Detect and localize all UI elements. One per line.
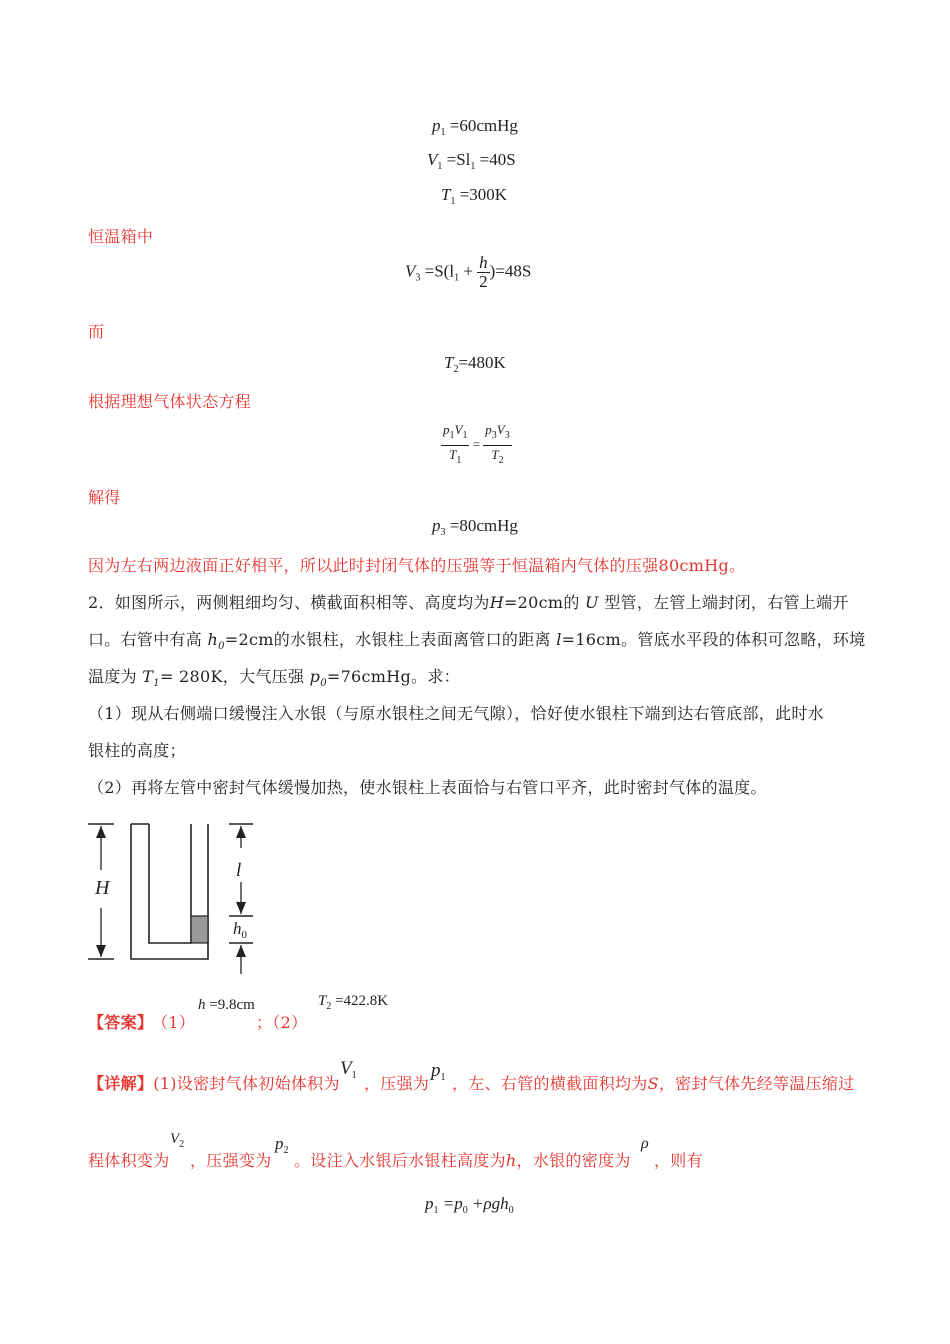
- detail-line-1c: ，左、右管的横截面积均为S，密封气体先经等温压缩过: [452, 1074, 855, 1093]
- equation-T2: $T_2=480K$: [444, 353, 506, 375]
- question-2-part-1a: （1）现从右侧端口缓慢注入水银（与原水银柱之间无气隙），恰好使水银柱下端到达右管底部，此时水: [88, 704, 824, 723]
- tube-inner-wall: [149, 824, 191, 943]
- var-rho: ρ: [641, 1135, 649, 1152]
- answer-separator: ；（2）: [256, 1013, 308, 1032]
- label-and: 而: [88, 322, 105, 341]
- answer-h-value: h =9.8cm: [198, 997, 255, 1013]
- var-V1: $V_1$: [340, 1058, 357, 1081]
- var-p1: $p_1$: [431, 1060, 446, 1083]
- equation-p1-pressure: $p_1 =p_0 +\rho gh_0$: [425, 1194, 514, 1216]
- answer-part-1: （1）: [152, 1013, 196, 1032]
- answer-T2-value: $T_2 =422.8K$: [318, 993, 389, 1012]
- equation-gas-law: $\frac{p_1V_1}{T_1}$ = $\frac{p_3V_3}{T_2}$: [443, 422, 510, 466]
- equation-p3: $p_3$ =80cmHg: [432, 516, 518, 538]
- question-2-part-1b: 银柱的高度；: [88, 741, 186, 760]
- equation-V1: $V_1 =Sl_1 =40S$: [427, 150, 516, 172]
- label-ideal-gas-law: 根据理想气体状态方程: [88, 392, 252, 411]
- detail-line-2a: 程体积变为: [88, 1151, 170, 1170]
- label-solve: 解得: [88, 488, 121, 507]
- question-2-part-2: （2）再将左管中密封气体缓慢加热，使水银柱上表面恰与右管口平齐，此时密封气体的温度。: [88, 778, 767, 797]
- detail-line-2c: 。设注入水银后水银柱高度为h，水银的密度为: [294, 1151, 631, 1170]
- u-tube-figure: [85, 818, 265, 978]
- conclusion-text: 因为左右两边液面正好相平，所以此时封闭气体的压强等于恒温箱内气体的压强80cmHg。: [88, 556, 746, 575]
- equation-T1: $T_1 =300K$: [441, 185, 508, 207]
- equation-p1: $p_1$ =60cmHg: [432, 116, 518, 138]
- mercury-column: [191, 916, 208, 943]
- detail-line-1: 【详解】(1)设密封气体初始体积为: [88, 1074, 340, 1093]
- detail-line-2b: ，压强变为: [190, 1151, 272, 1170]
- question-2-line-1: 2．如图所示，两侧粗细均匀、横截面积相等、高度均为H=20cm的 U 型管，左管上端封闭，右管上端开: [88, 593, 849, 612]
- var-V2: $V_2$: [170, 1131, 185, 1150]
- label-h0: $h_0$: [233, 919, 247, 941]
- detail-line-2e: ，则有: [654, 1151, 703, 1170]
- equation-V3: $V_3 =S(l_1$ + $\frac{h}{2}$ )=48S: [405, 253, 532, 291]
- var-p2: $p_2$: [275, 1134, 289, 1156]
- height-h0-dimension: [229, 943, 253, 974]
- detail-line-1b: ，压强为: [364, 1074, 430, 1093]
- question-2-line-3: 温度为 $T_1= 280K$，大气压强 $p_0=76cmHg$。求：: [88, 667, 460, 689]
- question-2-line-2: 口。右管中有高 $h_0=2cm$的水银柱，水银柱上表面离管口的距离 l=16cm。管底水平段的体积可忽略，环境: [88, 630, 866, 652]
- label-l: l: [236, 860, 242, 881]
- answer-label: 【答案】: [88, 1013, 154, 1032]
- label-constant-temp-box: 恒温箱中: [88, 227, 154, 246]
- label-H: H: [95, 877, 110, 899]
